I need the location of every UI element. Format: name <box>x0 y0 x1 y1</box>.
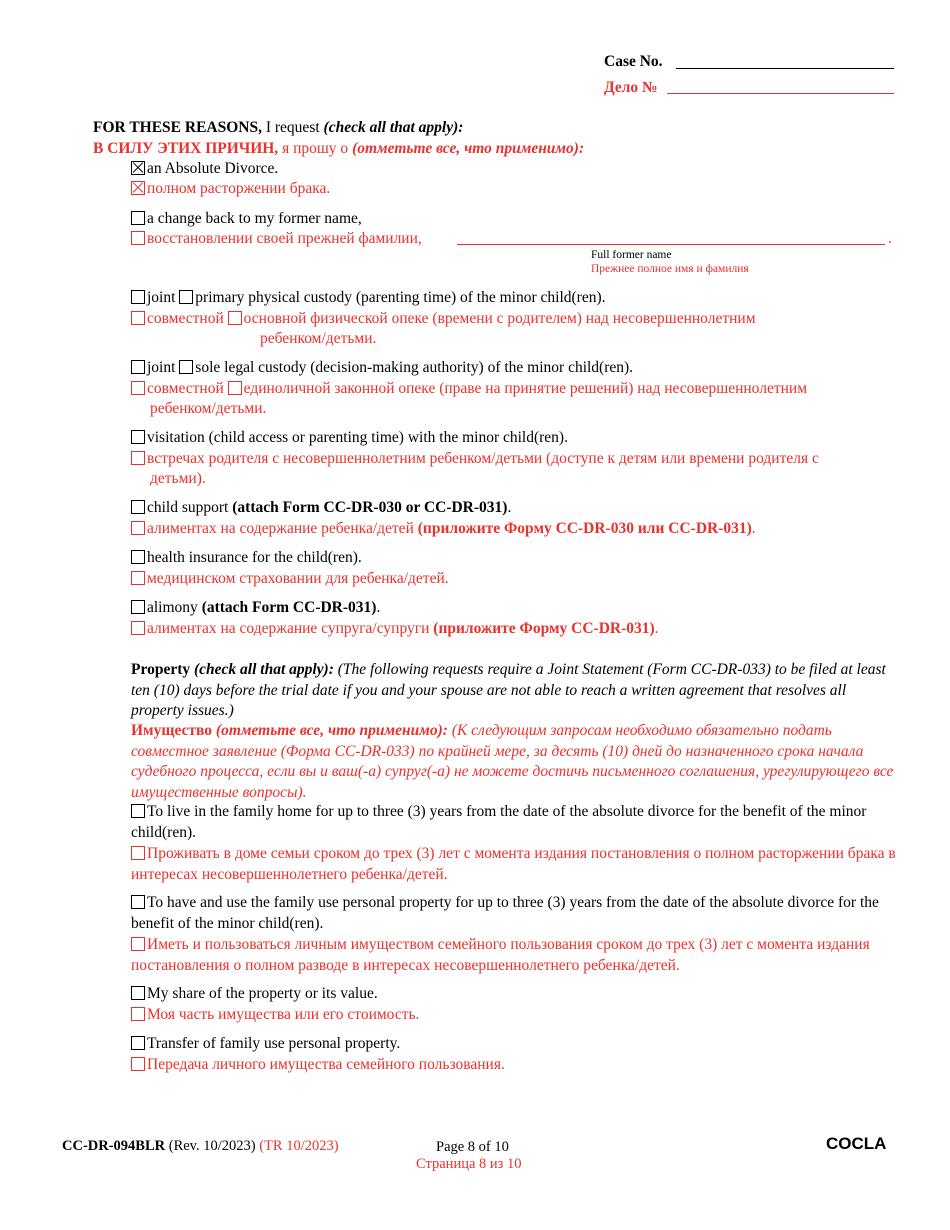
insurance-option: health insurance for the child(ren). <box>131 548 362 568</box>
property-transfer-checkbox[interactable] <box>131 1036 145 1050</box>
divorce-checkbox[interactable] <box>131 161 145 175</box>
physical-custody-option: joint primary physical custody (parenting time) of the minor child(ren). <box>131 288 606 308</box>
physical-custody-ru-cont: ребенком/детьми. <box>260 330 377 347</box>
family-home-option-ru: Проживать в доме семьи сроком до трех (3) лет с момента издания постановления о полном расторжении брака в интересах несовершеннолетнего ребенка/детей. <box>131 845 896 883</box>
insurance-checkbox[interactable] <box>131 550 145 564</box>
page-number: Page 8 of 10 <box>436 1139 509 1155</box>
family-home-checkbox-ru[interactable] <box>131 846 145 860</box>
insurance-option-ru: медицинском страховании для ребенка/детей. <box>131 569 449 589</box>
former-name-caption-ru: Прежнее полное имя и фамилия <box>591 263 749 275</box>
property-share-checkbox-ru[interactable] <box>131 1007 145 1021</box>
alimony-option-ru: алиментах на содержание супруга/супруги (приложите Форму CC-DR-031). <box>131 619 659 639</box>
family-home-checkbox[interactable] <box>131 804 145 818</box>
physical-primary-checkbox-ru[interactable] <box>228 311 242 325</box>
physical-primary-checkbox[interactable] <box>179 290 193 304</box>
divorce-checkbox-ru[interactable] <box>131 181 145 195</box>
org-logo-text: COCLA <box>826 1134 887 1153</box>
property-intro-ru: Имущество (отметьте все, что применимо): (К следующим запросам необходимо обязательно подать совместное заявление (Форма CC-DR-033) по крайней мере, за десять (10) дней до назначенного срока начала судебного процесса, если вы и ваш(-а) супруг(-а) не можете достичь письменного соглашения, урегулирующего все имущественные вопросы). <box>131 722 894 801</box>
child-support-option-ru: алиментах на содержание ребенка/детей (приложите Форму CC-DR-030 или CC-DR-031). <box>131 519 756 539</box>
case-no-field[interactable] <box>676 68 894 69</box>
property-share-option-ru: Моя часть имущества или его стоимость. <box>131 1005 419 1025</box>
personal-property-option: To have and use the family use personal property for up to three (3) years from the date of the absolute divorce for the benefit of the minor child(ren). <box>131 894 879 932</box>
former-name-field[interactable] <box>457 244 885 245</box>
form-id: CC-DR-094BLR (Rev. 10/2023) (TR 10/2023) <box>62 1138 339 1154</box>
child-support-option: child support (attach Form CC-DR-030 or CC-DR-031). <box>131 498 511 518</box>
property-transfer-option: Transfer of family use personal property. <box>131 1034 400 1054</box>
property-transfer-checkbox-ru[interactable] <box>131 1057 145 1071</box>
reasons-heading-ru: В СИЛУ ЭТИХ ПРИЧИН, я прошу о (отметьте все, что применимо): <box>93 140 585 157</box>
legal-custody-option-ru: совместной единоличной законной опеке (праве на принятие решений) над несовершеннолетним <box>131 379 807 399</box>
name-option: a change back to my former name, <box>131 209 362 229</box>
physical-joint-checkbox-ru[interactable] <box>131 311 145 325</box>
divorce-option-ru: полном расторжении брака. <box>131 179 330 199</box>
legal-sole-checkbox-ru[interactable] <box>228 381 242 395</box>
reasons-heading: FOR THESE REASONS, I request (check all that apply): <box>93 119 464 136</box>
name-checkbox-ru[interactable] <box>131 231 145 245</box>
case-no-label: Case No. <box>604 53 663 70</box>
former-name-caption: Full former name <box>591 249 672 261</box>
alimony-option: alimony (attach Form CC-DR-031). <box>131 598 380 618</box>
property-share-option: My share of the property or its value. <box>131 984 378 1004</box>
visitation-checkbox-ru[interactable] <box>131 451 145 465</box>
name-checkbox[interactable] <box>131 211 145 225</box>
personal-property-option-ru: Иметь и пользоваться личным имуществом семейного пользования сроком до трех (3) лет с момента издания постановления о полном разводе в интересах несовершеннолетнего ребенка/детей. <box>131 936 870 974</box>
property-intro: Property (check all that apply): (The following requests require a Joint Statement (Form CC-DR-033) to be filed at least ten (10) days before the trial date if you and your spouse are not able to reach a written agreement that resolves all property issues.) <box>131 661 886 719</box>
alimony-checkbox[interactable] <box>131 600 145 614</box>
personal-property-checkbox-ru[interactable] <box>131 937 145 951</box>
legal-joint-checkbox-ru[interactable] <box>131 381 145 395</box>
property-share-checkbox[interactable] <box>131 986 145 1000</box>
visitation-option: visitation (child access or parenting time) with the minor child(ren). <box>131 428 568 448</box>
family-home-option: To live in the family home for up to three (3) years from the date of the absolute divorce for the benefit of the minor child(ren). <box>131 803 867 841</box>
visitation-checkbox[interactable] <box>131 430 145 444</box>
insurance-checkbox-ru[interactable] <box>131 571 145 585</box>
legal-sole-checkbox[interactable] <box>179 360 193 374</box>
case-no-label-ru: Дело № <box>604 79 658 96</box>
legal-custody-ru-cont: ребенком/детьми. <box>150 400 267 417</box>
property-transfer-option-ru: Передача личного имущества семейного пользования. <box>131 1055 505 1075</box>
child-support-checkbox-ru[interactable] <box>131 521 145 535</box>
divorce-option: an Absolute Divorce. <box>131 159 278 179</box>
legal-custody-option: joint sole legal custody (decision-making authority) of the minor child(ren). <box>131 358 633 378</box>
legal-joint-checkbox[interactable] <box>131 360 145 374</box>
case-no-field-ru[interactable] <box>667 93 894 94</box>
physical-custody-option-ru: совместной основной физической опеке (времени с родителем) над несовершеннолетним <box>131 309 756 329</box>
visitation-ru-cont: детьми). <box>150 470 206 487</box>
page-number-ru: Страница 8 из 10 <box>416 1156 522 1172</box>
name-option-ru: восстановлении своей прежней фамилии, <box>131 229 422 249</box>
alimony-checkbox-ru[interactable] <box>131 621 145 635</box>
child-support-checkbox[interactable] <box>131 500 145 514</box>
physical-joint-checkbox[interactable] <box>131 290 145 304</box>
name-period: . <box>888 230 892 247</box>
visitation-option-ru: встречах родителя с несовершеннолетним ребенком/детьми (доступе к детям или времени родителя с <box>131 449 819 469</box>
personal-property-checkbox[interactable] <box>131 895 145 909</box>
